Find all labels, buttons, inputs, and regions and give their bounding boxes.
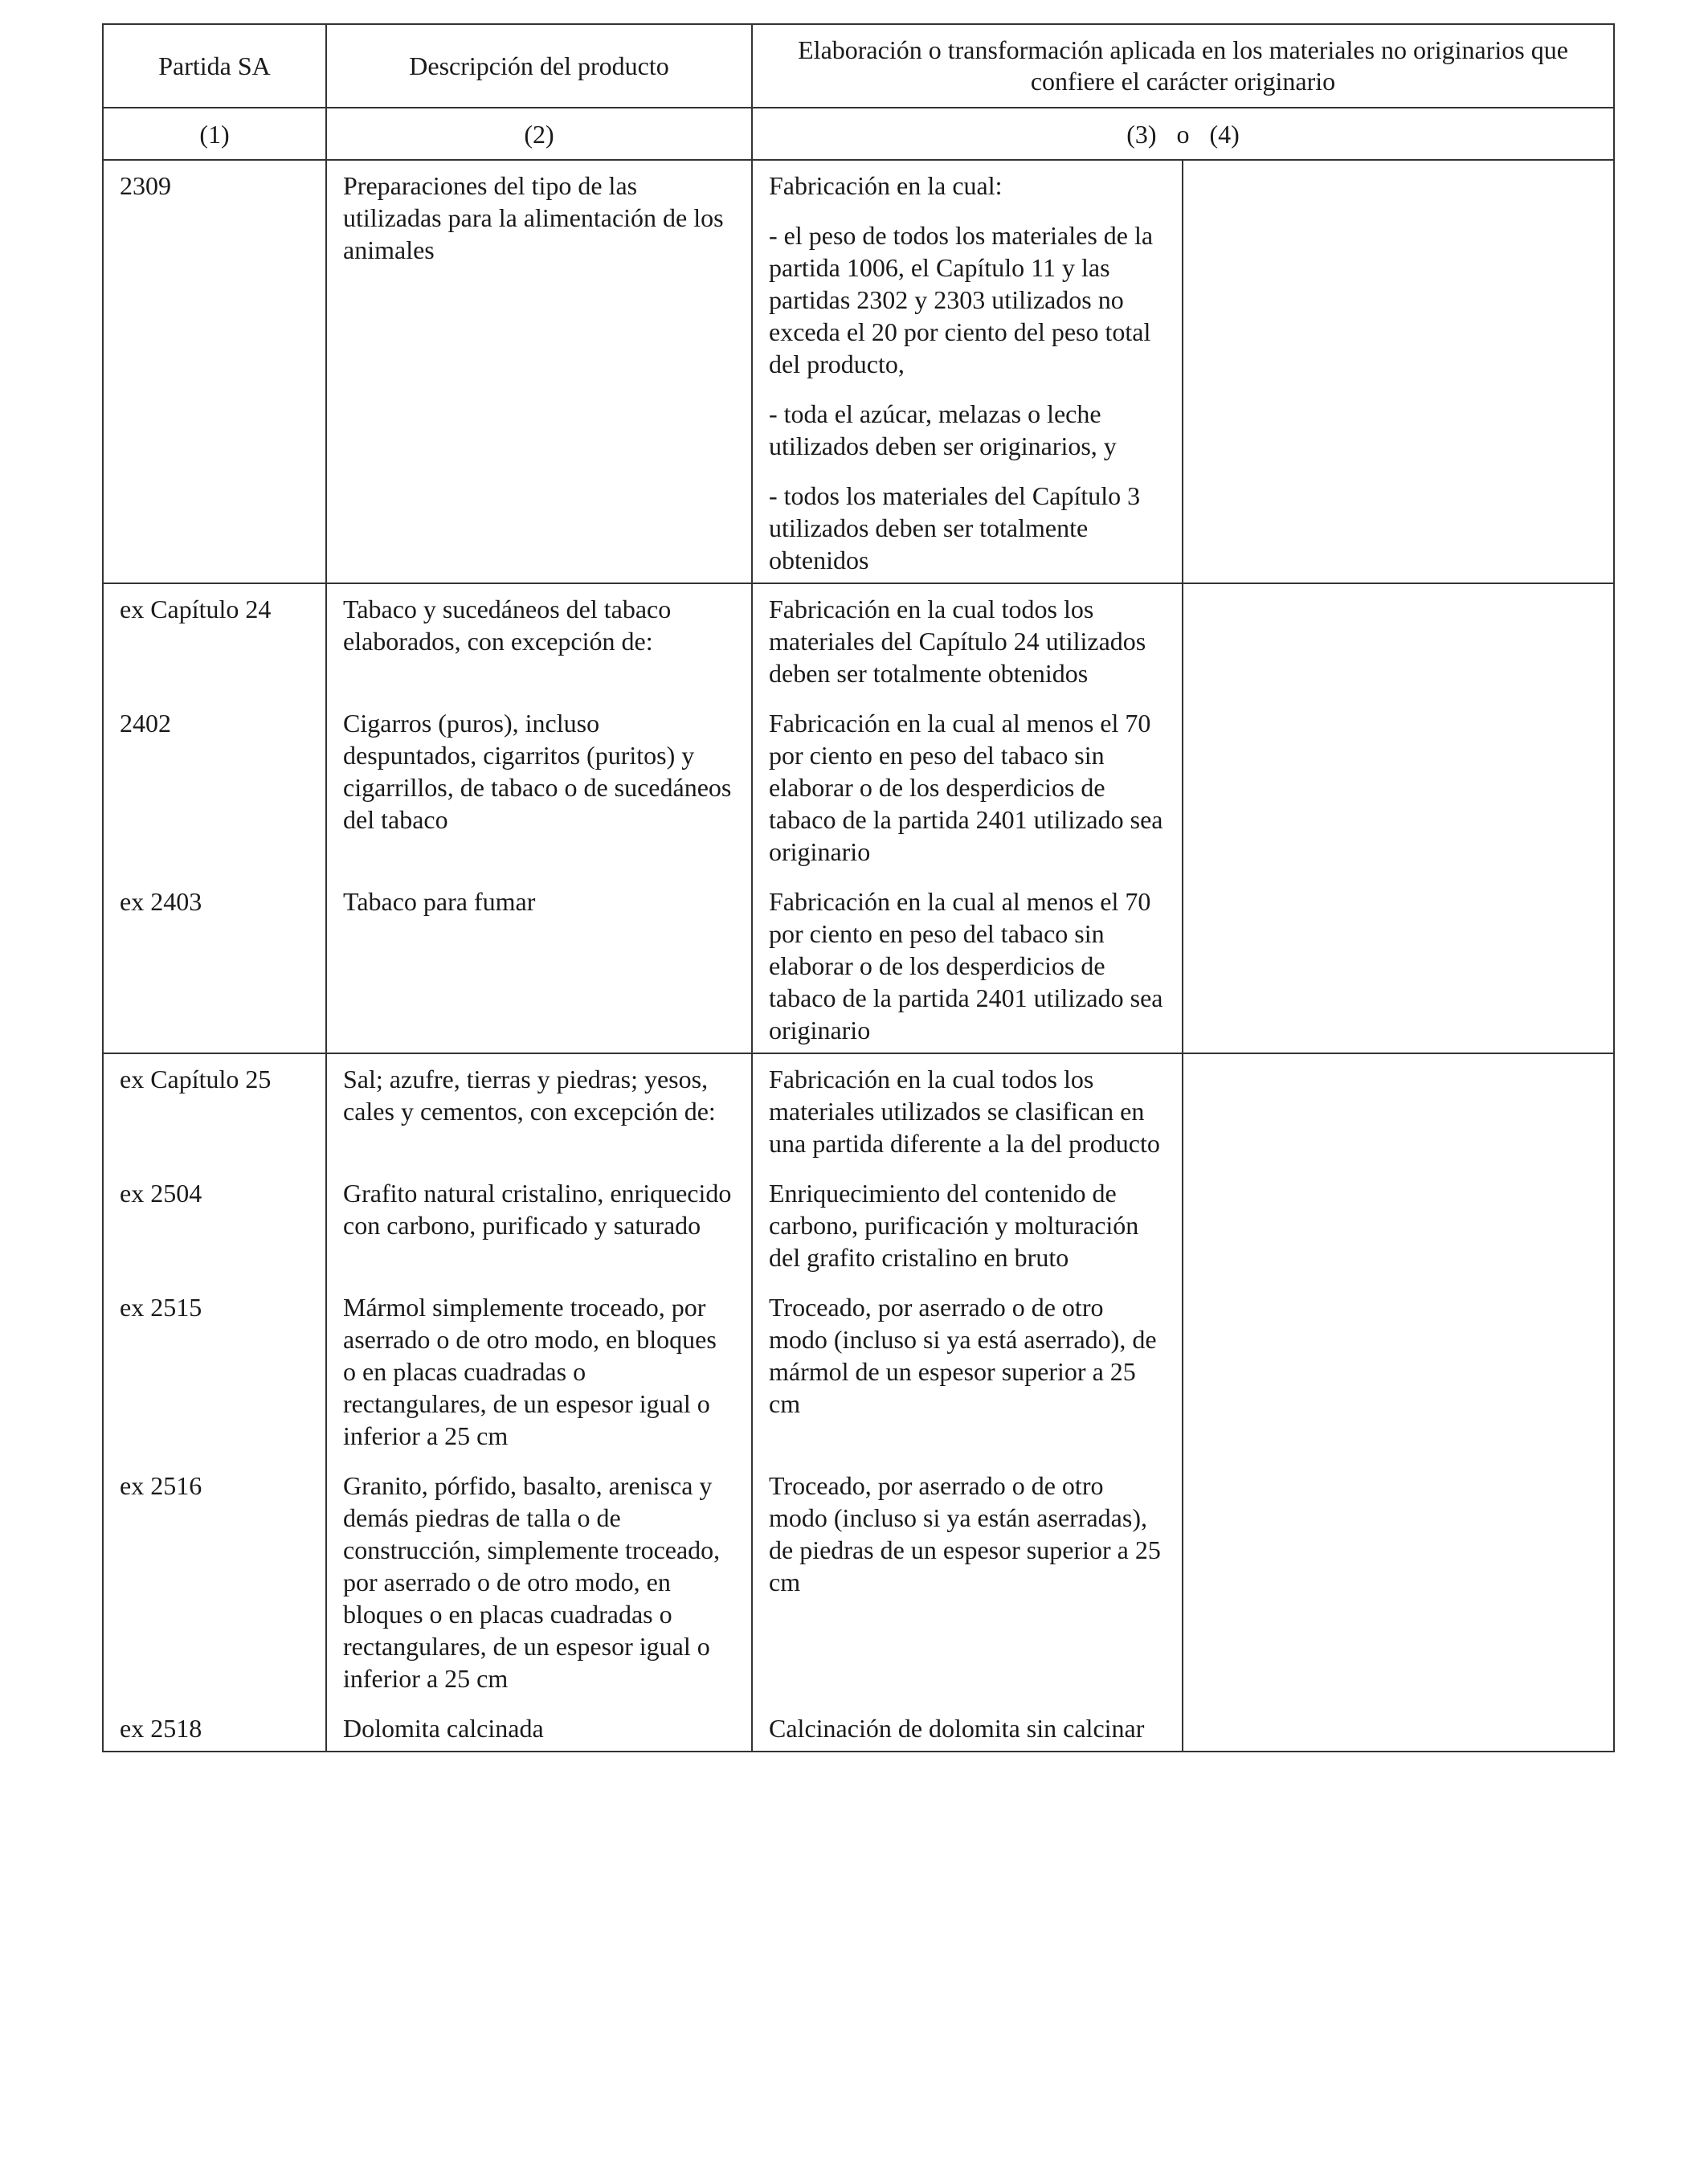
rules-of-origin-table (102, 23, 1615, 1752)
row-rule: Fabricación en la cual al menos el 70 por ciento en peso del tabaco sin elaborar o de los desperdicios de tabaco de la partida 2401 utilizado sea originario (752, 868, 1183, 1053)
column-number-row (103, 108, 1614, 160)
row-alt-rule-empty (1183, 583, 1614, 689)
row-code: ex 2518 (103, 1694, 326, 1752)
header-row (103, 24, 1614, 108)
row-description: Tabaco y sucedáneos del tabaco elaborados, con excepción de: (326, 583, 752, 689)
row-code: 2402 (103, 689, 326, 868)
table-row (103, 1053, 1614, 1159)
row-code: ex Capítulo 25 (103, 1053, 326, 1159)
row-code: ex 2516 (103, 1452, 326, 1694)
table-row (103, 160, 1614, 583)
table-row (103, 1452, 1614, 1694)
row-code: ex Capítulo 24 (103, 583, 326, 689)
row-alt-rule-empty (1183, 1452, 1614, 1694)
row-alt-rule-empty (1183, 160, 1614, 583)
row-alt-rule-empty (1183, 1694, 1614, 1752)
table-row (103, 689, 1614, 868)
rule-paragraph: Fabricación en la cual: (769, 171, 1003, 200)
row-description: Cigarros (puros), incluso despuntados, cigarritos (puritos) y cigarrillos, de tabaco o de sucedáneos del tabaco (326, 689, 752, 868)
table-row (103, 1273, 1614, 1452)
column-number-3-4 (752, 108, 1614, 160)
header-elaboracion: Elaboración o transformación aplicada en los materiales no originarios que confiere el carácter originario (752, 24, 1614, 108)
row-code: ex 2504 (103, 1159, 326, 1273)
row-rule (752, 160, 1183, 583)
row-code: 2309 (103, 160, 326, 583)
row-description: Tabaco para fumar (326, 868, 752, 1053)
table-row (103, 868, 1614, 1053)
table-row (103, 1159, 1614, 1273)
table-row (103, 1694, 1614, 1752)
row-rule: Fabricación en la cual todos los materiales utilizados se clasifican en una partida diferente a la del producto (752, 1053, 1183, 1159)
column-number-or: o (1176, 119, 1190, 149)
rule-paragraph: - toda el azúcar, melazas o leche utilizados deben ser originarios, y (769, 399, 1117, 460)
row-description: Grafito natural cristalino, enriquecido con carbono, purificado y saturado (326, 1159, 752, 1273)
row-alt-rule-empty (1183, 1053, 1614, 1159)
row-alt-rule-empty (1183, 868, 1614, 1053)
column-number-4: (4) (1209, 119, 1240, 149)
row-description: Sal; azufre, tierras y piedras; yesos, cales y cementos, con excepción de: (326, 1053, 752, 1159)
row-description: Dolomita calcinada (326, 1694, 752, 1752)
row-description: Mármol simplemente troceado, por aserrado o de otro modo, en bloques o en placas cuadradas o rectangulares, de un espesor igual o inferior a 25 cm (326, 1273, 752, 1452)
header-descripcion: Descripción del producto (326, 24, 752, 108)
row-description: Granito, pórfido, basalto, arenisca y demás piedras de talla o de construcción, simplemente troceado, por aserrado o de otro modo, en bloques o en placas cuadradas o rectangulares, de un espesor igual o inferior a 25 cm (326, 1452, 752, 1694)
row-rule: Fabricación en la cual todos los materiales del Capítulo 24 utilizados deben ser totalmente obtenidos (752, 583, 1183, 689)
row-rule: Fabricación en la cual al menos el 70 por ciento en peso del tabaco sin elaborar o de los desperdicios de tabaco de la partida 2401 utilizado sea originario (752, 689, 1183, 868)
row-rule: Calcinación de dolomita sin calcinar (752, 1694, 1183, 1752)
row-code: ex 2403 (103, 868, 326, 1053)
table-row (103, 583, 1614, 689)
header-partida: Partida SA (103, 24, 326, 108)
row-rule: Troceado, por aserrado o de otro modo (incluso si ya está aserrado), de mármol de un espesor superior a 25 cm (752, 1273, 1183, 1452)
column-number-1: (1) (103, 108, 326, 160)
rule-paragraph: - todos los materiales del Capítulo 3 utilizados deben ser totalmente obtenidos (769, 481, 1141, 574)
row-alt-rule-empty (1183, 1159, 1614, 1273)
row-alt-rule-empty (1183, 1273, 1614, 1452)
row-description: Preparaciones del tipo de las utilizadas para la alimentación de los animales (326, 160, 752, 583)
rule-paragraph: - el peso de todos los materiales de la partida 1006, el Capítulo 11 y las partidas 2302 y 2303 utilizados no exceda el 20 por ciento del peso total del producto, (769, 221, 1154, 378)
column-number-3: (3) (1126, 119, 1157, 149)
row-alt-rule-empty (1183, 689, 1614, 868)
column-number-2: (2) (326, 108, 752, 160)
row-rule: Enriquecimiento del contenido de carbono, purificación y molturación del grafito cristalino en bruto (752, 1159, 1183, 1273)
row-code: ex 2515 (103, 1273, 326, 1452)
row-rule: Troceado, por aserrado o de otro modo (incluso si ya están aserradas), de piedras de un espesor superior a 25 cm (752, 1452, 1183, 1694)
